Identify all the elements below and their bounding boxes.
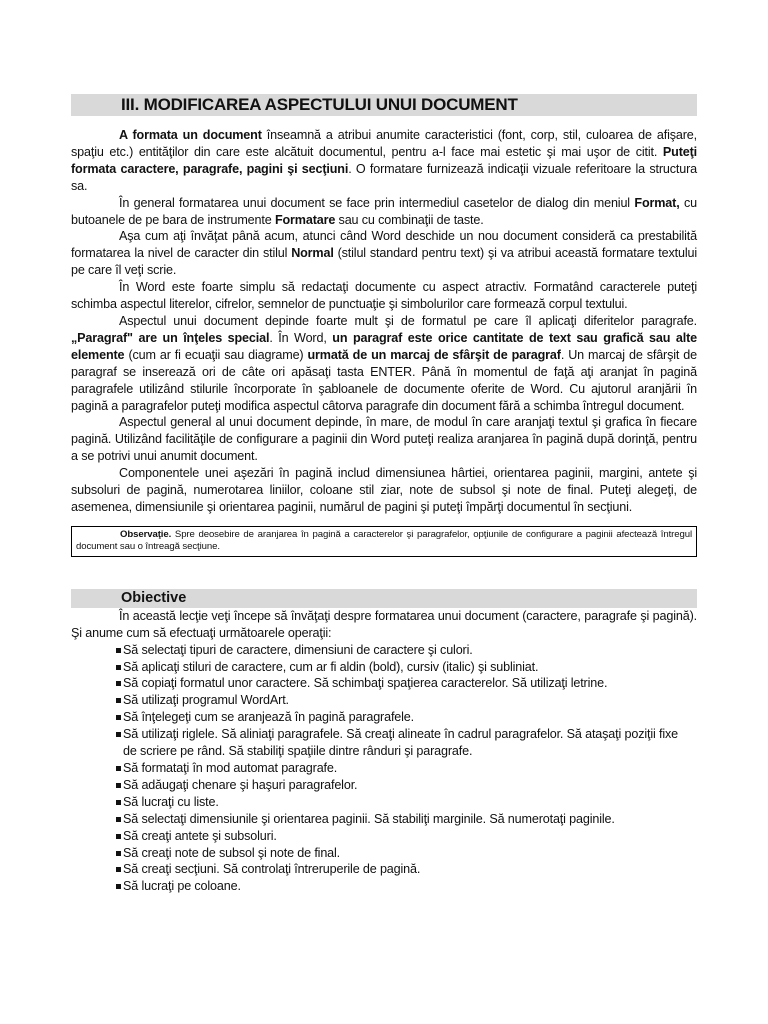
list-item: Să adăugaţi chenare şi haşuri paragrafelor.	[71, 777, 697, 794]
bold-phrase: un paragraf este orice cantitate de text sau grafică sau alte elemente	[71, 330, 697, 362]
text-span: . Un marcaj de sfârşit de paragraf se inserează ori de câte ori apăsaţi tasta ENTER. Până în momentul de faţă aţi aranjat în pagină paragrafele utilizând stilurile încorporate în şabloanele de documente oferite de Word. Cu ajutorul aranjării în pagină a paragrafelor puteţi modifica aspectul câtorva paragrafe din document fără a schimba întregul document.	[71, 347, 697, 413]
text-span: Aspectul unui document depinde foarte mult şi de formatul pe care îl aplicaţi diferitelor paragrafe.	[119, 313, 697, 328]
note-text: Spre deosebire de aranjarea în pagină a caracterelor şi paragrafelor, opţiunile de configurare a paginii afectează întregul document sau o întreagă secţiune.	[76, 528, 692, 553]
text-span: sau cu combinaţii de taste.	[335, 212, 484, 227]
list-item: Să înţelegeţi cum se aranjează în pagină paragrafele.	[71, 709, 697, 726]
section-title: III. MODIFICAREA ASPECTULUI UNUI DOCUMENT	[71, 94, 697, 116]
objectives-intro: În această lecţie veţi începe să învăţaţi despre formatarea unui document (caractere, paragrafe şi pagină). Şi anume cum să efectuaţi următoarele operaţii:	[71, 608, 697, 640]
list-item: Să creaţi antete şi subsoluri.	[71, 828, 697, 845]
objectives-heading: Obiective	[71, 589, 697, 608]
text-span: În general formatarea unui document se face prin intermediul casetelor de dialog din meniul	[119, 195, 635, 210]
list-item: Să lucraţi pe coloane.	[71, 878, 697, 895]
paragraph	[71, 228, 697, 279]
paragraph: În Word este foarte simplu să redactaţi documente cu aspect atractiv. Formatând caracterele puteţi schimba aspectul literelor, cifrelor, semnelor de punctuaţie şi simbolurilor care formează corpul textului.	[71, 280, 697, 312]
note-label: Observaţie.	[120, 528, 172, 540]
paragraph	[71, 313, 697, 414]
list-item: Să aplicaţi stiluri de caractere, cum ar fi aldin (bold), cursiv (italic) şi subliniat.	[71, 659, 697, 676]
bold-phrase: A formata un document	[119, 128, 262, 142]
list-item: Să formataţi în mod automat paragrafe.	[71, 760, 697, 777]
text-span: (stilul standard pentru text) şi va atribui această formatare textului pe care îl veţi scrie.	[71, 246, 697, 278]
list-item: Să copiaţi formatul unor caractere. Să schimbaţi spaţierea caracterelor. Să utilizaţi letrine.	[71, 675, 697, 692]
paragraph	[71, 195, 697, 229]
list-item: Să utilizaţi programul WordArt.	[71, 692, 697, 709]
list-item: Să utilizaţi riglele. Să aliniaţi paragrafele. Să creaţi alineate în cadrul paragrafelor. Să ataşaţi poziţii fixe de scriere pe rând. Să stabiliţi spaţiile dintre rânduri şi paragrafe.	[71, 726, 697, 760]
bold-phrase: Formatare	[274, 212, 336, 227]
list-item: Să creaţi note de subsol şi note de final.	[71, 845, 697, 862]
text-span: înseamnă a atribui anumite caracteristici (font, corp, stil, culoarea de afişare, spaţiu etc.) entităţilor din care este alcătuit documentul, pentru a-l face mai estetic şi mai uşor de citit.	[71, 128, 698, 159]
paragraph: Componentele unei aşezări în pagină includ dimensiunea hârtiei, orientarea paginii, margini, antete şi subsoluri de pagină, numerotarea liniilor, coloane stil ziar, note de subsol şi note de final. Puteţi alegeţi, de asemenea, dimensiunile şi orientarea paginii, numărul de pagini şi puteţi împărţi documentul în secţiuni.	[71, 466, 697, 514]
bold-phrase: Normal	[291, 246, 334, 261]
text-span: . În Word,	[269, 330, 333, 345]
body-text	[71, 127, 697, 516]
bold-phrase: Format,	[634, 195, 680, 210]
bold-phrase: „Paragraf" are un înţeles special	[71, 330, 270, 345]
text-span: cu butoanele de pe bara de instrumente	[71, 195, 697, 227]
bold-phrase: urmată de un marcaj de sfârşit de paragraf	[307, 347, 561, 362]
bold-phrase: Puteţi formata caractere, paragrafe, pagini şi secţiuni	[71, 144, 697, 176]
text-span: (cum ar fi ecuaţii sau diagrame)	[124, 347, 308, 362]
document-page	[71, 94, 697, 895]
text-span: . O formatare furnizează indicaţii vizuale referitoare la structura sa.	[71, 161, 697, 193]
paragraph: Aspectul general al unui document depinde, în mare, de modul în care aranjaţi textul şi grafica în fiecare pagină. Utilizând facilităţile de configurare a paginii din Word puteţi realiza aranjarea în pagină după dorinţă, pentru a se potrivi unui anumit document.	[71, 415, 697, 464]
objectives-list	[71, 642, 697, 896]
list-item: Să selectaţi tipuri de caractere, dimensiuni de caractere şi culori.	[71, 642, 697, 659]
paragraph	[71, 127, 697, 195]
list-item: Să selectaţi dimensiunile şi orientarea paginii. Să stabiliţi marginile. Să numerotaţi paginile.	[71, 811, 697, 828]
text-span: Aşa cum aţi învăţat până acum, atunci când Word deschide un nou document consideră ca prestabilită formatarea la nivel de caracter din stilul	[71, 229, 697, 261]
list-item: Să creaţi secţiuni. Să controlaţi întreruperile de pagină.	[71, 861, 697, 878]
note-box	[71, 526, 697, 557]
list-item: Să lucraţi cu liste.	[71, 794, 697, 811]
